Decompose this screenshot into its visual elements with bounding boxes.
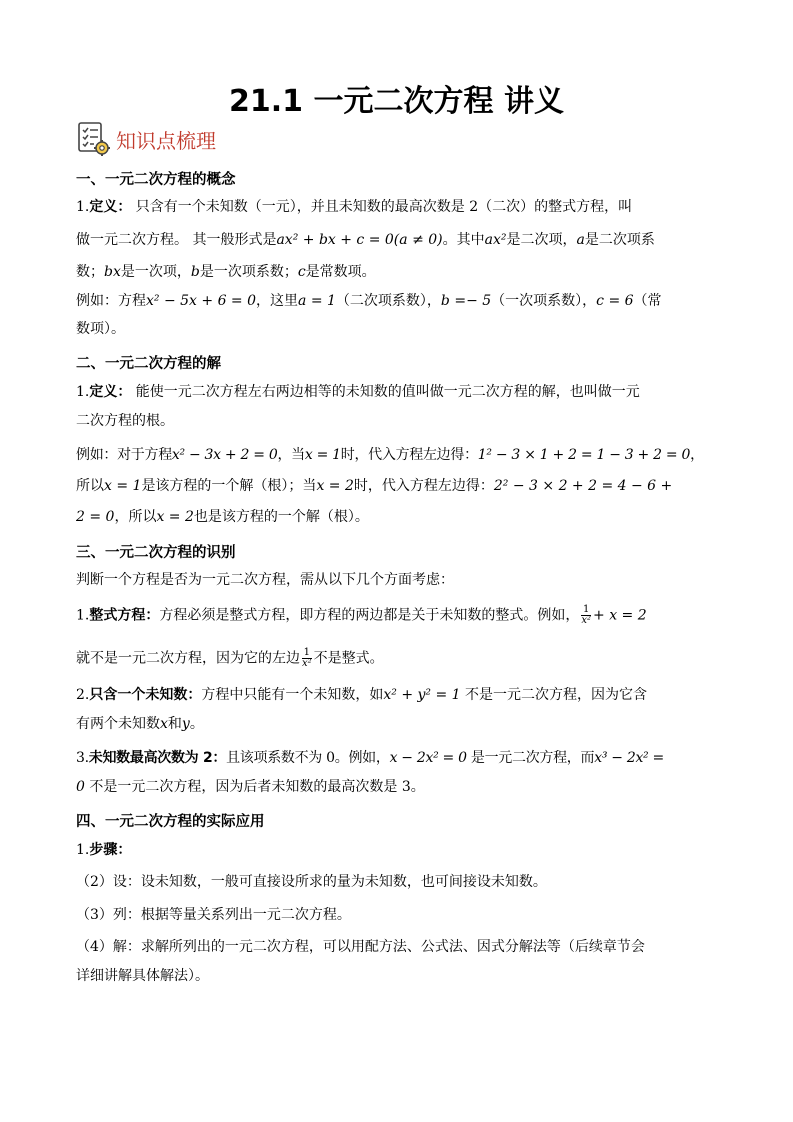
s4-step-4: （4）解：求解所列出的一元二次方程，可以用配方法、公式法、因式分解法等（后续章节会 bbox=[76, 939, 645, 955]
section-header bbox=[76, 120, 216, 158]
s3-intro: 判断一个方程是否为一元二次方程，需从以下几个方面考虑： bbox=[76, 572, 454, 588]
s1-line-1: 1.定义： 只含有一个未知数（一元），并且未知数的最高次数是 2（二次）的整式方程，叫 bbox=[76, 199, 633, 215]
s1-line-3: 数；bx是一次项，b是一次项系数；c是常数项。 bbox=[76, 264, 376, 280]
page-title: 21.1 一元二次方程 讲义 bbox=[229, 84, 564, 119]
heading-application: 四、一元二次方程的实际应用 bbox=[76, 814, 265, 830]
s2-line-1: 1.定义： 能使一元二次方程左右两边相等的未知数的值叫做一元二次方程的解，也叫做一元 bbox=[76, 384, 640, 400]
s4-step-2: （2）设：设未知数，一般可直接设所求的量为未知数，也可间接设未知数。 bbox=[76, 874, 547, 890]
s3-point-2-line-2: 有两个未知数x和y。 bbox=[76, 716, 204, 732]
s4-step-3: （3）列：根据等量关系列出一元二次方程。 bbox=[76, 907, 351, 923]
fraction-1-over-x2: $\frac{1}{\text{x²}}$ bbox=[581, 604, 592, 626]
fraction-1-over-x2-inline: $\frac{1}{\text{x²}}$ bbox=[302, 647, 312, 669]
s2-line-5: 2 = 0，所以x = 2也是该方程的一个解（根）。 bbox=[76, 509, 369, 525]
s2-line-4: 所以x = 1是该方程的一个解（根）；当x = 2时，代入方程左边得：2² − 3 × 2 + 2 = 4 − 6 + bbox=[76, 478, 673, 494]
s1-line-5: 数项）。 bbox=[76, 321, 125, 337]
heading-identification: 三、一元二次方程的识别 bbox=[76, 545, 236, 561]
s3-point-1: 1.整式方程：方程必须是整式方程，即方程的两边都是关于未知数的整式。例如， $\frac{1}{\text{x²}}$ + x = 2 bbox=[76, 604, 647, 626]
s3-point-2: 2.只含一个未知数：方程中只能有一个未知数，如x² + y² = 1 不是一元二次方程，因为它含 bbox=[76, 687, 648, 703]
s3-point-3: 3.未知数最高次数为 2：且该项系数不为 0。例如，x − 2x² = 0 是一元二次方程，而x³ − 2x² = bbox=[76, 750, 664, 766]
heading-solution: 二、一元二次方程的解 bbox=[76, 356, 221, 372]
s3-point-1-line-2: 就不是一元二次方程，因为它的左边 $\frac{1}{\text{x²}}$ 不是整式。 bbox=[76, 647, 384, 669]
heading-concept: 一、一元二次方程的概念 bbox=[76, 172, 236, 188]
s2-line-2: 二次方程的根。 bbox=[76, 413, 174, 429]
s4-line-1: 1.步骤： bbox=[76, 842, 132, 858]
s4-step-4-line-2: 详细讲解具体解法）。 bbox=[76, 968, 209, 984]
checklist-gear-icon bbox=[76, 121, 112, 157]
s2-line-3: 例如：对于方程x² − 3x + 2 = 0，当x = 1时，代入方程左边得：1² − 3 × 1 + 2 = 1 − 3 + 2 = 0， bbox=[76, 447, 704, 463]
s1-line-2: 做一元二次方程。 其一般形式是ax² + bx + c = 0(a ≠ 0)。其中ax²是二次项，a是二次项系 bbox=[76, 232, 655, 248]
s3-point-3-line-2: 0 不是一元二次方程，因为后者未知数的最高次数是 3。 bbox=[76, 779, 425, 795]
s1-line-4: 例如：方程x² − 5x + 6 = 0，这里a = 1（二次项系数），b =− 5（一次项系数），c = 6（常 bbox=[76, 293, 662, 309]
section-label: 知识点梳理 bbox=[116, 128, 216, 153]
